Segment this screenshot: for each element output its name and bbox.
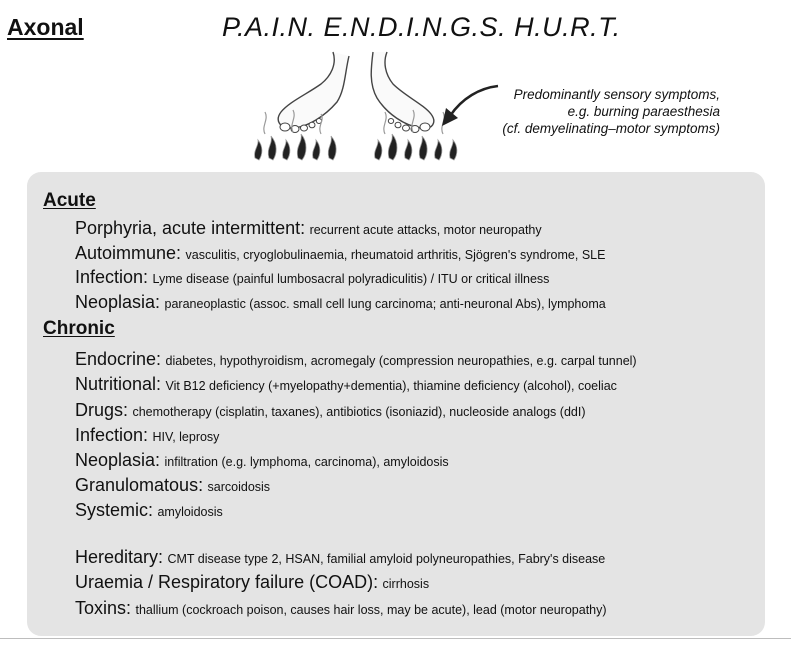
chronic-item-drugs [75,399,585,423]
acute-item-porphyria [75,217,542,241]
chronic-item-nutritional [75,373,617,397]
acute-item-infection [75,266,549,290]
chronic-item-neoplasia [75,449,449,473]
chronic-item-term: Nutritional: [75,374,162,394]
chronic-item-term: Granulomatous: [75,475,204,495]
chronic-item-desc: CMT disease type 2, HSAN, familial amyloid polyneuropathies, Fabry's disease [167,552,606,566]
chronic-item-term: Infection: [75,425,149,445]
chronic-item-desc: thallium (cockroach poison, causes hair loss, may be acute), lead (motor neuropathy) [135,603,607,617]
mnemonic-banner: P.A.I.N. E.N.D.I.N.G.S. H.U.R.T. [222,12,621,42]
chronic-item-infection [75,424,219,448]
acute-item-autoimmune [75,242,605,266]
acute-item-desc: paraneoplastic (assoc. small cell lung carcinoma; anti-neuronal Abs), lymphoma [164,297,606,311]
chronic-item-term: Endocrine: [75,349,162,369]
chronic-item-term: Hereditary: [75,547,164,567]
acute-item-term: Infection: [75,267,149,287]
chronic-item-term: Neoplasia: [75,450,161,470]
chronic-item-term: Toxins: [75,598,132,618]
chronic-item-desc: amyloidosis [157,505,223,519]
chronic-item-term: Drugs: [75,400,129,420]
chronic-item-desc: sarcoidosis [207,480,271,494]
chronic-item-uraemia [75,571,429,595]
chronic-item-term: Systemic: [75,500,154,520]
acute-item-term: Neoplasia: [75,292,161,312]
note-line-1: Predominantly sensory symptoms, [513,87,720,102]
page-title: Axonal [7,14,84,40]
chronic-item-desc: cirrhosis [382,577,430,591]
acute-item-desc: vasculitis, cryoglobulinaemia, rheumatoid arthritis, Sjögren's syndrome, SLE [185,248,606,262]
acute-item-desc: Lyme disease (painful lumbosacral polyradiculitis) / ITU or critical illness [152,272,550,286]
acute-item-desc: recurrent acute attacks, motor neuropathy [309,223,542,237]
chronic-item-desc: Vit B12 deficiency (+myelopathy+dementia), thiamine deficiency (alcohol), coeliac [165,379,617,393]
acute-item-term: Porphyria, acute intermittent: [75,218,306,238]
acute-item-term: Autoimmune: [75,243,182,263]
chronic-item-toxins [75,597,607,621]
sensory-symptoms-note [470,86,720,137]
chronic-heading: Chronic [43,318,115,339]
chronic-item-endocrine [75,348,637,372]
chronic-item-desc: chemotherapy (cisplatin, taxanes), antibiotics (isoniazid), nucleoside analogs (ddI) [132,405,586,419]
chronic-item-desc: diabetes, hypothyroidism, acromegaly (compression neuropathies, e.g. carpal tunnel) [165,354,637,368]
page-divider [0,638,791,639]
acute-item-neoplasia [75,291,606,315]
chronic-item-systemic [75,499,223,523]
flames-illustration [255,134,457,160]
chronic-item-desc: infiltration (e.g. lymphoma, carcinoma), amyloidosis [164,455,449,469]
chronic-item-granulomatous [75,474,270,498]
chronic-item-term: Uraemia / Respiratory failure (COAD): [75,572,379,592]
note-line-2: e.g. burning paraesthesia [567,104,720,119]
note-line-3: (cf. demyelinating–motor symptoms) [502,121,720,136]
chronic-item-desc: HIV, leprosy [152,430,220,444]
chronic-item-hereditary [75,546,605,570]
acute-heading: Acute [43,190,96,211]
